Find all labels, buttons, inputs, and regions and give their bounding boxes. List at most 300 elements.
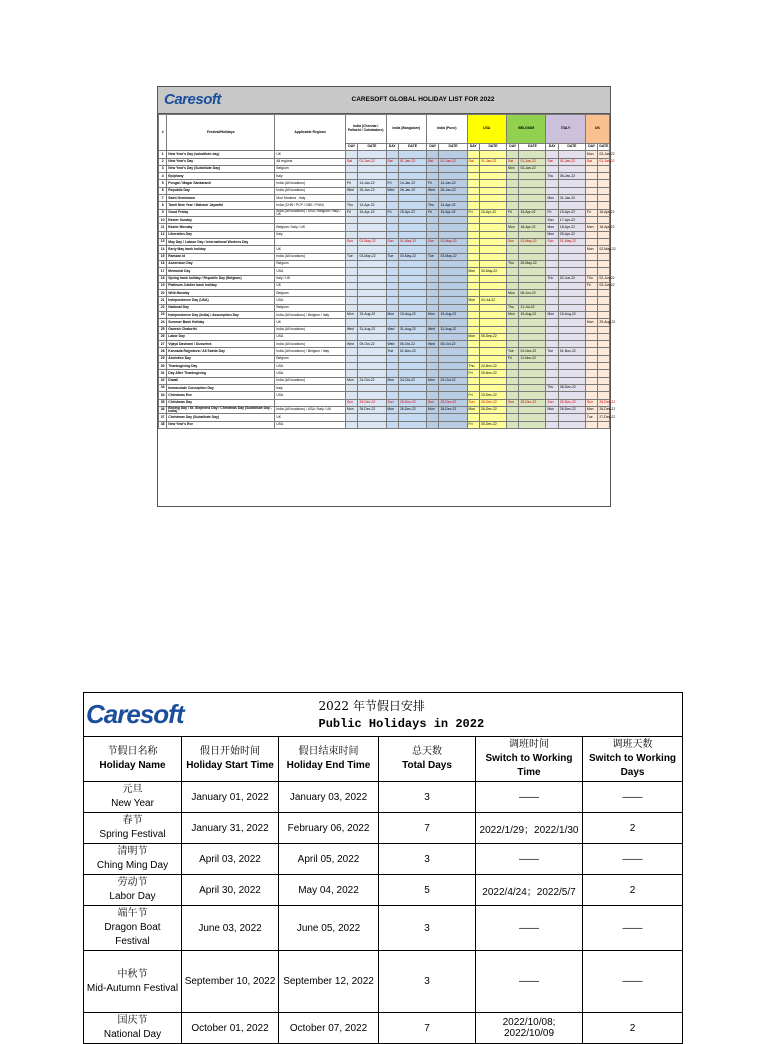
holiday-day: Fri xyxy=(386,209,398,216)
holiday-day: Mon xyxy=(585,319,597,326)
holiday-day: Fri xyxy=(345,209,357,216)
holiday-day xyxy=(427,348,439,355)
row-number: 14 xyxy=(159,246,167,253)
holiday-date xyxy=(439,348,467,355)
holiday-date xyxy=(479,224,506,231)
holiday-day: Sat xyxy=(467,158,479,165)
total-days: 7 xyxy=(379,813,476,844)
holiday-day xyxy=(546,187,558,194)
holiday-day: Wed xyxy=(345,326,357,333)
holiday-row xyxy=(159,406,610,413)
holiday-day: Tue xyxy=(506,348,518,355)
holiday-name: Vijaya Dashami / Dussehra xyxy=(167,341,275,348)
holiday-day xyxy=(345,304,357,311)
holiday-day xyxy=(427,392,439,399)
holiday-date xyxy=(358,151,386,158)
applicable-regions: India (All locations) xyxy=(275,180,346,187)
holiday-day: Wed xyxy=(427,187,439,194)
header-en: Switch to Working Time xyxy=(485,753,573,778)
holiday-day xyxy=(467,253,479,260)
holiday-date xyxy=(398,370,426,377)
holiday-day: Mon xyxy=(386,377,398,384)
row-number: 2 xyxy=(159,158,167,165)
holiday-name-en: Ching Ming Day xyxy=(96,860,169,871)
applicable-regions: Belgium xyxy=(275,165,346,172)
holiday-date xyxy=(358,217,386,224)
holiday-date xyxy=(558,341,585,348)
holiday-row xyxy=(159,202,610,209)
holiday-day: Fri xyxy=(506,355,518,362)
global-holiday-list xyxy=(157,86,616,507)
applicable-regions: UK xyxy=(275,282,346,289)
holiday-day xyxy=(546,333,558,340)
holiday-date: 01-Nov-22 xyxy=(398,348,426,355)
holiday-date: 25-Dec-22 xyxy=(519,399,546,406)
total-days: 7 xyxy=(379,1013,476,1044)
caresoft-logo: Caresoft xyxy=(164,91,221,108)
holiday-name: Boxing Day / St. Stephens Day / Christmas Day (Substitute Day - India) xyxy=(167,406,275,413)
holiday-day xyxy=(467,195,479,202)
holiday-day xyxy=(546,414,558,421)
holiday-name: New Year's Day (substitute day) xyxy=(167,151,275,158)
switch-working-days: —— xyxy=(583,906,683,951)
holiday-date xyxy=(558,355,585,362)
holiday-date xyxy=(398,282,426,289)
applicable-regions: India (All locations) / Belgium / Italy xyxy=(275,348,346,355)
holiday-day xyxy=(585,392,597,399)
holiday-date xyxy=(519,231,546,238)
holiday-date: 17-Apr-22 xyxy=(558,217,585,224)
holiday-day xyxy=(427,370,439,377)
holiday-day: Fri xyxy=(467,421,479,428)
applicable-regions: Italy xyxy=(275,173,346,180)
applicable-regions: India (All locations) / USA / Italy / UK xyxy=(275,406,346,413)
holiday-date xyxy=(358,282,386,289)
holiday-day xyxy=(506,421,518,428)
holiday-date xyxy=(598,312,610,319)
holiday-name-en: National Day xyxy=(103,1029,162,1040)
holiday-day: Sun xyxy=(386,399,398,406)
holiday-date: 24-Oct-22 xyxy=(358,377,386,384)
holiday-date: 26-Dec-22 xyxy=(439,406,467,413)
applicable-regions: India (All locations) xyxy=(275,377,346,384)
holiday-day xyxy=(467,275,479,282)
holiday-date: 25-Nov-22 xyxy=(479,370,506,377)
holiday-day xyxy=(506,217,518,224)
holiday-day: Mon xyxy=(467,297,479,304)
holiday-date xyxy=(558,392,585,399)
holiday-day: Mon xyxy=(585,246,597,253)
row-number: 36 xyxy=(159,406,167,413)
holiday-name-cell xyxy=(84,844,182,875)
public-holidays-table xyxy=(83,692,683,1044)
holiday-row xyxy=(159,173,610,180)
holiday-date: 01-Nov-22 xyxy=(558,348,585,355)
holiday-day xyxy=(345,151,357,158)
holiday-name: Whit Monday xyxy=(167,290,275,297)
holiday-day: Thu xyxy=(427,202,439,209)
holiday-date: 02-May-22 xyxy=(598,246,610,253)
holiday-day xyxy=(546,319,558,326)
holiday-day xyxy=(427,333,439,340)
holiday-date xyxy=(479,180,506,187)
applicable-regions: USA xyxy=(275,370,346,377)
holiday-day xyxy=(345,268,357,275)
column-header xyxy=(379,737,476,782)
applicable-regions: UK xyxy=(275,414,346,421)
holiday-name-cell xyxy=(84,813,182,844)
holiday-day xyxy=(345,355,357,362)
holiday-date xyxy=(358,348,386,355)
holiday-name: New Year's Eve xyxy=(167,421,275,428)
holiday-date xyxy=(439,275,467,282)
holiday-day xyxy=(546,151,558,158)
holiday-date xyxy=(598,363,610,370)
holiday-row xyxy=(159,290,610,297)
row-number: 25 xyxy=(159,326,167,333)
start-date: January 01, 2022 xyxy=(182,782,279,813)
holiday-date xyxy=(439,319,467,326)
end-date: April 05, 2022 xyxy=(279,844,379,875)
holiday-row xyxy=(159,275,610,282)
holiday-day xyxy=(467,319,479,326)
holiday-name: Liberation Day xyxy=(167,231,275,238)
holiday-day xyxy=(386,275,398,282)
holiday-day: Mon xyxy=(427,406,439,413)
public-holiday-row xyxy=(84,875,683,906)
holiday-day xyxy=(467,165,479,172)
column-header xyxy=(182,737,279,782)
applicable-regions: Italy xyxy=(275,231,346,238)
switch-working-time: —— xyxy=(476,844,583,875)
holiday-date xyxy=(519,363,546,370)
holiday-day xyxy=(546,370,558,377)
holiday-date xyxy=(439,282,467,289)
holiday-day xyxy=(427,363,439,370)
holiday-day xyxy=(467,224,479,231)
holiday-day xyxy=(427,268,439,275)
holiday-day: Wed xyxy=(386,326,398,333)
holiday-row xyxy=(159,260,610,267)
holiday-day xyxy=(546,377,558,384)
holiday-date xyxy=(398,260,426,267)
holiday-date: 31-Aug-22 xyxy=(439,326,467,333)
holiday-name: Republic Day xyxy=(167,187,275,194)
holiday-row xyxy=(159,348,610,355)
holiday-row xyxy=(159,187,610,194)
holiday-date: 18-Apr-22 xyxy=(558,224,585,231)
row-number: 18 xyxy=(159,275,167,282)
holiday-date xyxy=(558,246,585,253)
group-belgium: BELGIUM xyxy=(506,115,545,144)
row-number: 19 xyxy=(159,282,167,289)
holiday-day: Sat xyxy=(345,158,357,165)
holiday-date: 30-May-22 xyxy=(479,268,506,275)
holiday-day: Fri xyxy=(506,209,518,216)
holiday-day: Wed xyxy=(427,326,439,333)
holiday-name: Ramzan Id xyxy=(167,253,275,260)
holiday-date xyxy=(598,348,610,355)
holiday-name: National Day xyxy=(167,304,275,311)
holiday-day xyxy=(506,173,518,180)
holiday-date: 05-Sep-22 xyxy=(479,333,506,340)
holiday-day: Tue xyxy=(427,253,439,260)
holiday-date xyxy=(519,421,546,428)
holiday-date xyxy=(519,326,546,333)
holiday-date xyxy=(558,165,585,172)
holiday-date: 03-Jan-22 xyxy=(519,165,546,172)
holiday-date xyxy=(598,253,610,260)
holiday-date xyxy=(439,224,467,231)
holiday-date: 21-Jul-22 xyxy=(519,304,546,311)
holiday-row xyxy=(159,304,610,311)
holiday-day xyxy=(585,370,597,377)
holiday-date xyxy=(519,319,546,326)
holiday-date xyxy=(558,187,585,194)
holiday-day: Thu xyxy=(546,384,558,391)
applicable-regions: India (All locations) xyxy=(275,253,346,260)
holiday-date xyxy=(439,370,467,377)
switch-working-time: 2022/10/08; 2022/10/09 xyxy=(476,1013,583,1044)
switch-working-time: —— xyxy=(476,951,583,1013)
holiday-name: Easter Sunday xyxy=(167,217,275,224)
applicable-regions: USA xyxy=(275,421,346,428)
holiday-day xyxy=(427,355,439,362)
holiday-date xyxy=(598,180,610,187)
holiday-date xyxy=(479,384,506,391)
holiday-day: Mon xyxy=(546,312,558,319)
holiday-day xyxy=(585,260,597,267)
holiday-row xyxy=(159,363,610,370)
holiday-name: Day After Thanksgiving xyxy=(167,370,275,377)
holiday-day xyxy=(345,392,357,399)
holiday-date xyxy=(519,282,546,289)
holiday-name-cn: 清明节 xyxy=(117,846,148,857)
applicable-regions: Italy xyxy=(275,384,346,391)
holiday-day xyxy=(546,355,558,362)
holiday-date xyxy=(598,268,610,275)
column-header xyxy=(583,737,683,782)
holiday-day: Mon xyxy=(467,268,479,275)
holiday-name: Good Friday xyxy=(167,209,275,216)
holiday-date xyxy=(439,217,467,224)
holiday-day xyxy=(386,355,398,362)
holiday-day xyxy=(546,341,558,348)
holiday-date: 26-Jan-22 xyxy=(358,187,386,194)
holiday-day xyxy=(585,363,597,370)
holiday-date xyxy=(358,384,386,391)
holiday-day xyxy=(585,180,597,187)
holiday-date xyxy=(358,414,386,421)
holiday-day xyxy=(467,414,479,421)
holiday-day: Fri xyxy=(427,180,439,187)
holiday-day: Fri xyxy=(585,209,597,216)
holiday-date xyxy=(358,304,386,311)
applicable-regions: Italy / UK xyxy=(275,275,346,282)
holiday-date xyxy=(558,326,585,333)
holiday-row xyxy=(159,246,610,253)
end-date: May 04, 2022 xyxy=(279,875,379,906)
holiday-date: 11-Nov-22 xyxy=(519,355,546,362)
group-usa: USA xyxy=(467,115,506,144)
holiday-day xyxy=(386,165,398,172)
holiday-date xyxy=(439,392,467,399)
holiday-day: Wed xyxy=(386,187,398,194)
applicable-regions: USA xyxy=(275,333,346,340)
holiday-day: Sun xyxy=(427,399,439,406)
holiday-date: 15-Aug-22 xyxy=(558,312,585,319)
holiday-day xyxy=(427,282,439,289)
holiday-date xyxy=(398,363,426,370)
holiday-date xyxy=(598,231,610,238)
holiday-day xyxy=(345,384,357,391)
applicable-regions: Belgium xyxy=(275,355,346,362)
holiday-day: Sun xyxy=(345,399,357,406)
holiday-day xyxy=(386,173,398,180)
holiday-day xyxy=(506,231,518,238)
holiday-day xyxy=(345,246,357,253)
holiday-day: Mon xyxy=(546,231,558,238)
holiday-date xyxy=(439,421,467,428)
holiday-day xyxy=(585,312,597,319)
holiday-date xyxy=(439,355,467,362)
total-days: 3 xyxy=(379,906,476,951)
end-date: February 06, 2022 xyxy=(279,813,379,844)
holiday-date xyxy=(398,217,426,224)
holiday-date xyxy=(398,202,426,209)
holiday-date: 15-Apr-22 xyxy=(558,209,585,216)
end-date: October 07, 2022 xyxy=(279,1013,379,1044)
holiday-date xyxy=(398,173,426,180)
holiday-date: 15-Aug-22 xyxy=(519,312,546,319)
col-day-header: DAY xyxy=(427,144,439,151)
holiday-date xyxy=(519,195,546,202)
holiday-day: Wed xyxy=(427,341,439,348)
holiday-day xyxy=(467,246,479,253)
holiday-day: Thu xyxy=(585,275,597,282)
switch-working-days: —— xyxy=(583,782,683,813)
holiday-date xyxy=(598,392,610,399)
row-number: 8 xyxy=(159,202,167,209)
holiday-date: 15-Aug-22 xyxy=(398,312,426,319)
holiday-date xyxy=(558,421,585,428)
holiday-date xyxy=(398,268,426,275)
holiday-day xyxy=(585,239,597,246)
holiday-day xyxy=(506,406,518,413)
holiday-row xyxy=(159,231,610,238)
holiday-day xyxy=(467,312,479,319)
holiday-day xyxy=(467,173,479,180)
holiday-date xyxy=(598,384,610,391)
holiday-day xyxy=(506,377,518,384)
holiday-day xyxy=(345,173,357,180)
holiday-day: Mon xyxy=(427,377,439,384)
holiday-date: 18-Apr-22 xyxy=(598,224,610,231)
holiday-day xyxy=(506,319,518,326)
row-number: 35 xyxy=(159,399,167,406)
applicable-regions: UK xyxy=(275,319,346,326)
col-date-header: DATE xyxy=(598,144,610,151)
holiday-date xyxy=(479,355,506,362)
holiday-day: Sat xyxy=(585,158,597,165)
holiday-date xyxy=(358,370,386,377)
holiday-date: 15-Apr-22 xyxy=(358,209,386,216)
holiday-day: Mon xyxy=(506,290,518,297)
holiday-date xyxy=(598,333,610,340)
header-en: Holiday Name xyxy=(99,760,166,771)
holiday-list-title: CARESOFT GLOBAL HOLIDAY LIST FOR 2022 xyxy=(351,96,495,103)
holiday-day xyxy=(546,165,558,172)
holiday-day xyxy=(386,195,398,202)
switch-working-days: 2 xyxy=(583,1013,683,1044)
col-day-header: DAY xyxy=(386,144,398,151)
holiday-day xyxy=(546,260,558,267)
holiday-day: Fri xyxy=(386,180,398,187)
holiday-date: 14-Jan-22 xyxy=(439,180,467,187)
holiday-name: Independence Day (USA) xyxy=(167,297,275,304)
holiday-day xyxy=(427,231,439,238)
holiday-day xyxy=(386,384,398,391)
holiday-date xyxy=(398,195,426,202)
holiday-name: New Year's Day xyxy=(167,158,275,165)
header-cn: 假日结束时间 xyxy=(298,746,359,757)
end-date: January 03, 2022 xyxy=(279,782,379,813)
holiday-date: 26-Dec-22 xyxy=(558,406,585,413)
applicable-regions: USA xyxy=(275,363,346,370)
holiday-day xyxy=(546,180,558,187)
holiday-day: Sat xyxy=(427,158,439,165)
row-number: 4 xyxy=(159,173,167,180)
row-number: 15 xyxy=(159,253,167,260)
holiday-date: 25-Dec-22 xyxy=(398,399,426,406)
holiday-date xyxy=(519,341,546,348)
holiday-row xyxy=(159,297,610,304)
holiday-day xyxy=(506,268,518,275)
holiday-row xyxy=(159,414,610,421)
holiday-date xyxy=(598,304,610,311)
holiday-day xyxy=(585,231,597,238)
caresoft-logo-2: Caresoft xyxy=(84,693,279,737)
holiday-date: 08-Dec-22 xyxy=(558,384,585,391)
holiday-day xyxy=(467,151,479,158)
holiday-row xyxy=(159,268,610,275)
group-india-chennai: India (Chennai / Pallachi / Coimbatore) xyxy=(345,115,386,144)
holiday-day: Mon xyxy=(427,312,439,319)
holiday-day xyxy=(386,268,398,275)
holiday-day xyxy=(345,421,357,428)
holiday-date xyxy=(479,414,506,421)
holiday-name: Kannada Rajyotsva / All Saints Day xyxy=(167,348,275,355)
holiday-date xyxy=(439,414,467,421)
holiday-date xyxy=(598,341,610,348)
holiday-day: Fri xyxy=(585,282,597,289)
holiday-date: 26-Jan-22 xyxy=(398,187,426,194)
switch-working-days: —— xyxy=(583,844,683,875)
holiday-date: 14-Apr-22 xyxy=(439,202,467,209)
holiday-name-en: Labor Day xyxy=(109,891,156,902)
holiday-row xyxy=(159,195,610,202)
holiday-name-cn: 国庆节 xyxy=(117,1015,148,1026)
holiday-day: Sun xyxy=(506,239,518,246)
holiday-day xyxy=(345,217,357,224)
holiday-date xyxy=(439,297,467,304)
holiday-day xyxy=(345,282,357,289)
total-days: 3 xyxy=(379,844,476,875)
holiday-row xyxy=(159,326,610,333)
holiday-day xyxy=(467,326,479,333)
holiday-day: Sun xyxy=(345,239,357,246)
holiday-date: 31-Jan-22 xyxy=(558,195,585,202)
